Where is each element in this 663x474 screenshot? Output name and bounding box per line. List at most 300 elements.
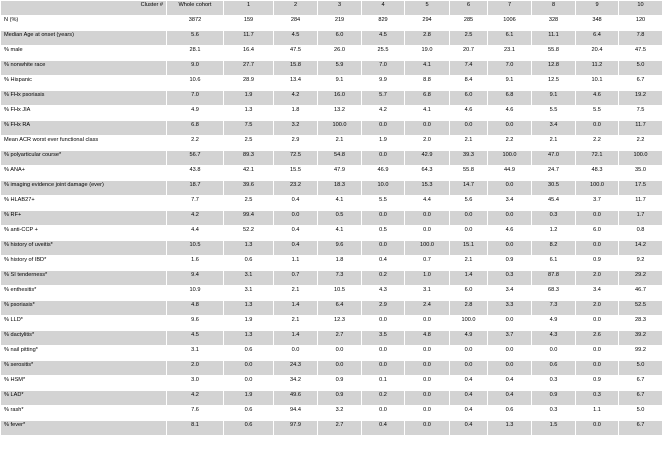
table-cell: 0.0 — [488, 346, 532, 361]
table-cell: 0.3 — [488, 271, 532, 286]
table-cell: 1006 — [488, 16, 532, 31]
table-cell: 6.7 — [619, 76, 663, 91]
table-cell: 35.0 — [619, 166, 663, 181]
table-cell: 159 — [224, 16, 274, 31]
table-cell: 4.9 — [167, 106, 224, 121]
table-cell: 15.5 — [274, 166, 318, 181]
table-cell: 49.6 — [274, 391, 318, 406]
table-cell: 0.3 — [532, 211, 576, 226]
table-cell: 26.0 — [318, 46, 362, 61]
table-cell: 6.7 — [619, 391, 663, 406]
table-cell: 4.3 — [362, 286, 405, 301]
table-cell: 52.2 — [224, 226, 274, 241]
row-label: % FHx JIA — [1, 106, 167, 121]
table-row — [1, 376, 663, 391]
table-cell: 42.1 — [224, 166, 274, 181]
table-cell: 4.5 — [167, 331, 224, 346]
table-cell: 120 — [619, 16, 663, 31]
table-cell: 100.0 — [576, 181, 619, 196]
table-cell: 0.0 — [450, 361, 488, 376]
table-row — [1, 91, 663, 106]
table-cell: 7.8 — [619, 31, 663, 46]
table-cell: 2.1 — [450, 136, 488, 151]
table-cell: 0.0 — [362, 406, 405, 421]
table-row — [1, 406, 663, 421]
table-cell: 8.4 — [450, 76, 488, 91]
table-cell: 5.9 — [318, 61, 362, 76]
table-cell: 0.0 — [488, 181, 532, 196]
table-cell: 10.0 — [362, 181, 405, 196]
table-cell: 1.3 — [488, 421, 532, 436]
table-cell: 4.6 — [450, 106, 488, 121]
table-cell: 0.6 — [224, 256, 274, 271]
row-label: % nail pitting* — [1, 346, 167, 361]
table-cell: 0.0 — [576, 211, 619, 226]
table-cell: 0.0 — [362, 346, 405, 361]
table-cell: 2.9 — [274, 136, 318, 151]
table-cell: 47.0 — [532, 151, 576, 166]
table-cell: 100.0 — [318, 121, 362, 136]
table-cell: 1.9 — [224, 316, 274, 331]
table-cell: 0.9 — [576, 376, 619, 391]
row-label: % nonwhite race — [1, 61, 167, 76]
table-cell: 0.0 — [576, 346, 619, 361]
table-cell: 18.3 — [318, 181, 362, 196]
table-cell: 0.5 — [318, 211, 362, 226]
table-cell: 6.0 — [450, 91, 488, 106]
table-cell: 0.0 — [488, 241, 532, 256]
table-cell: 1.2 — [532, 226, 576, 241]
table-cell: 8.8 — [405, 76, 450, 91]
table-row — [1, 61, 663, 76]
table-cell: 5.0 — [619, 61, 663, 76]
table-cell: 2.7 — [318, 331, 362, 346]
table-cell: 100.0 — [405, 241, 450, 256]
table-cell: 6.0 — [576, 226, 619, 241]
table-cell: 10.9 — [167, 286, 224, 301]
table-cell: 12.5 — [532, 76, 576, 91]
table-cell: 1.7 — [619, 211, 663, 226]
table-cell: 0.3 — [532, 376, 576, 391]
row-label: % RF+ — [1, 211, 167, 226]
table-cell: 55.8 — [450, 166, 488, 181]
table-row — [1, 316, 663, 331]
table-cell: 4.2 — [274, 91, 318, 106]
table-cell: 2.0 — [576, 271, 619, 286]
table-cell: 5.7 — [362, 91, 405, 106]
table-cell: 17.5 — [619, 181, 663, 196]
table-cell: 0.4 — [450, 376, 488, 391]
row-label: % LLD* — [1, 316, 167, 331]
table-cell: 285 — [450, 16, 488, 31]
table-cell: 3.1 — [405, 286, 450, 301]
table-cell: 5.5 — [576, 106, 619, 121]
table-cell: 0.0 — [488, 316, 532, 331]
table-cell: 12.8 — [532, 61, 576, 76]
table-cell: 6.1 — [532, 256, 576, 271]
table-cell: 5.6 — [167, 31, 224, 46]
table-cell: 4.2 — [362, 106, 405, 121]
table-cell: 99.2 — [619, 346, 663, 361]
table-cell: 64.3 — [405, 166, 450, 181]
table-cell: 4.6 — [488, 226, 532, 241]
table-cell: 4.9 — [532, 316, 576, 331]
column-header: Whole cohort — [167, 1, 224, 16]
table-cell: 0.0 — [576, 121, 619, 136]
table-cell: 100.0 — [488, 151, 532, 166]
table-cell: 1.3 — [224, 241, 274, 256]
table-cell: 0.9 — [532, 391, 576, 406]
row-label: % HSM* — [1, 376, 167, 391]
table-cell: 45.4 — [532, 196, 576, 211]
column-header: 4 — [362, 1, 405, 16]
row-label: % imaging evidence joint damage (ever) — [1, 181, 167, 196]
column-header: 1 — [224, 1, 274, 16]
table-cell: 2.1 — [532, 136, 576, 151]
table-cell: 284 — [274, 16, 318, 31]
table-cell: 2.2 — [576, 136, 619, 151]
table-cell: 6.0 — [318, 31, 362, 46]
row-label: % rash* — [1, 406, 167, 421]
table-cell: 2.4 — [405, 301, 450, 316]
table-cell: 28.1 — [167, 46, 224, 61]
table-cell: 4.8 — [167, 301, 224, 316]
column-header: 8 — [532, 1, 576, 16]
table-cell: 3.1 — [224, 271, 274, 286]
table-cell: 7.0 — [167, 91, 224, 106]
table-row — [1, 31, 663, 46]
table-cell: 4.5 — [362, 31, 405, 46]
table-cell: 3.4 — [488, 196, 532, 211]
table-cell: 2.5 — [224, 196, 274, 211]
table-cell: 0.0 — [318, 361, 362, 376]
table-row — [1, 181, 663, 196]
table-row — [1, 361, 663, 376]
table-cell: 4.6 — [576, 91, 619, 106]
table-cell: 4.1 — [405, 61, 450, 76]
table-cell: 0.0 — [318, 346, 362, 361]
table-cell: 8.1 — [167, 421, 224, 436]
table-cell: 0.0 — [405, 421, 450, 436]
table-cell: 4.4 — [405, 196, 450, 211]
table-cell: 97.9 — [274, 421, 318, 436]
table-cell: 0.8 — [619, 226, 663, 241]
row-label: % psoriasis* — [1, 301, 167, 316]
table-row — [1, 421, 663, 436]
row-label: % anti-CCP + — [1, 226, 167, 241]
table-cell: 11.2 — [576, 61, 619, 76]
table-cell: 294 — [405, 16, 450, 31]
row-label: N (%) — [1, 16, 167, 31]
table-cell: 1.4 — [274, 331, 318, 346]
table-cell: 5.6 — [450, 196, 488, 211]
table-cell: 9.2 — [619, 256, 663, 271]
table-cell: 10.5 — [167, 241, 224, 256]
table-row — [1, 106, 663, 121]
table-cell: 99.4 — [224, 211, 274, 226]
table-cell: 1.5 — [532, 421, 576, 436]
table-cell: 52.5 — [619, 301, 663, 316]
table-cell: 1.4 — [274, 301, 318, 316]
table-cell: 2.5 — [450, 31, 488, 46]
table-cell: 5.5 — [362, 196, 405, 211]
table-cell: 1.9 — [224, 91, 274, 106]
table-cell: 9.6 — [167, 316, 224, 331]
table-cell: 1.1 — [274, 256, 318, 271]
table-cell: 9.9 — [362, 76, 405, 91]
table-cell: 0.4 — [274, 241, 318, 256]
table-cell: 46.9 — [362, 166, 405, 181]
column-header: 7 — [488, 1, 532, 16]
table-cell: 7.3 — [532, 301, 576, 316]
table-cell: 4.1 — [405, 106, 450, 121]
table-cell: 47.5 — [619, 46, 663, 61]
table-cell: 19.2 — [619, 91, 663, 106]
table-cell: 1.9 — [362, 136, 405, 151]
table-cell: 1.3 — [224, 331, 274, 346]
table-cell: 2.1 — [274, 286, 318, 301]
table-cell: 0.7 — [405, 256, 450, 271]
table-cell: 0.4 — [488, 391, 532, 406]
table-cell: 0.4 — [450, 421, 488, 436]
table-cell: 0.0 — [405, 226, 450, 241]
table-cell: 2.6 — [576, 331, 619, 346]
table-row — [1, 121, 663, 136]
table-row — [1, 226, 663, 241]
table-cell: 20.7 — [450, 46, 488, 61]
table-cell: 2.2 — [619, 136, 663, 151]
table-cell: 5.0 — [619, 361, 663, 376]
table-cell: 0.4 — [450, 406, 488, 421]
table-cell: 29.2 — [619, 271, 663, 286]
table-cell: 4.1 — [318, 196, 362, 211]
table-cell: 0.3 — [576, 391, 619, 406]
table-cell: 39.6 — [224, 181, 274, 196]
table-cell: 10.1 — [576, 76, 619, 91]
table-cell: 2.2 — [488, 136, 532, 151]
table-cell: 2.5 — [224, 136, 274, 151]
column-header: 5 — [405, 1, 450, 16]
table-cell: 0.0 — [576, 241, 619, 256]
table-row — [1, 301, 663, 316]
table-cell: 0.9 — [488, 256, 532, 271]
table-cell: 2.7 — [318, 421, 362, 436]
table-cell: 3.4 — [532, 121, 576, 136]
table-cell: 1.0 — [405, 271, 450, 286]
table-cell: 19.0 — [405, 46, 450, 61]
table-cell: 3.1 — [224, 286, 274, 301]
table-cell: 6.7 — [619, 376, 663, 391]
table-cell: 14.2 — [619, 241, 663, 256]
table-cell: 0.0 — [362, 121, 405, 136]
table-cell: 54.8 — [318, 151, 362, 166]
column-header: 6 — [450, 1, 488, 16]
table-cell: 3.1 — [167, 346, 224, 361]
table-cell: 72.1 — [576, 151, 619, 166]
table-cell: 2.8 — [450, 301, 488, 316]
table-cell: 2.0 — [576, 301, 619, 316]
table-cell: 9.0 — [167, 61, 224, 76]
table-cell: 0.0 — [362, 316, 405, 331]
table-row — [1, 286, 663, 301]
table-cell: 15.8 — [274, 61, 318, 76]
table-cell: 9.1 — [318, 76, 362, 91]
table-cell: 0.0 — [274, 211, 318, 226]
table-row — [1, 76, 663, 91]
table-cell: 6.4 — [318, 301, 362, 316]
table-cell: 0.0 — [405, 361, 450, 376]
table-cell: 7.7 — [167, 196, 224, 211]
table-cell: 42.9 — [405, 151, 450, 166]
table-cell: 1.9 — [224, 391, 274, 406]
table-cell: 56.7 — [167, 151, 224, 166]
table-cell: 0.7 — [274, 271, 318, 286]
table-cell: 94.4 — [274, 406, 318, 421]
row-label: % ANA+ — [1, 166, 167, 181]
table-cell: 0.0 — [532, 346, 576, 361]
table-cell: 0.2 — [362, 391, 405, 406]
table-header-row — [1, 1, 663, 16]
table-cell: 2.0 — [167, 361, 224, 376]
table-row — [1, 256, 663, 271]
table-cell: 7.3 — [318, 271, 362, 286]
table-cell: 0.6 — [224, 421, 274, 436]
table-cell: 3.0 — [167, 376, 224, 391]
table-cell: 219 — [318, 16, 362, 31]
table-cell: 87.8 — [532, 271, 576, 286]
table-cell: 0.0 — [362, 211, 405, 226]
table-row — [1, 196, 663, 211]
row-label: % enthesitis* — [1, 286, 167, 301]
table-cell: 0.0 — [362, 361, 405, 376]
row-label: Median Age at onset (years) — [1, 31, 167, 46]
table-cell: 0.0 — [450, 211, 488, 226]
row-label: % SI tenderness* — [1, 271, 167, 286]
row-label: % fever* — [1, 421, 167, 436]
table-cell: 0.2 — [362, 271, 405, 286]
table-cell: 2.1 — [450, 256, 488, 271]
table-cell: 4.3 — [532, 331, 576, 346]
table-cell: 3.2 — [274, 121, 318, 136]
row-label: % FHx psoriasis — [1, 91, 167, 106]
table-cell: 6.4 — [576, 31, 619, 46]
table-cell: 46.7 — [619, 286, 663, 301]
table-cell: 23.1 — [488, 46, 532, 61]
table-cell: 0.0 — [576, 421, 619, 436]
table-cell: 11.1 — [532, 31, 576, 46]
table-row — [1, 241, 663, 256]
table-cell: 0.0 — [450, 346, 488, 361]
table-row — [1, 151, 663, 166]
row-label: % male — [1, 46, 167, 61]
table-cell: 0.4 — [450, 391, 488, 406]
column-header: 9 — [576, 1, 619, 16]
table-cell: 72.5 — [274, 151, 318, 166]
table-row — [1, 136, 663, 151]
table-cell: 4.2 — [167, 391, 224, 406]
table-cell: 3.4 — [576, 286, 619, 301]
table-cell: 0.4 — [488, 376, 532, 391]
table-cell: 4.5 — [274, 31, 318, 46]
table-cell: 0.0 — [488, 361, 532, 376]
table-cell: 2.1 — [318, 136, 362, 151]
table-cell: 0.0 — [488, 211, 532, 226]
table-cell: 0.6 — [488, 406, 532, 421]
table-cell: 2.9 — [362, 301, 405, 316]
table-cell: 0.6 — [532, 361, 576, 376]
table-cell: 0.3 — [532, 406, 576, 421]
table-cell: 100.0 — [450, 316, 488, 331]
table-cell: 7.0 — [488, 61, 532, 76]
table-cell: 348 — [576, 16, 619, 31]
table-cell: 16.0 — [318, 91, 362, 106]
table-cell: 0.1 — [362, 376, 405, 391]
table-cell: 4.2 — [167, 211, 224, 226]
table-cell: 28.3 — [619, 316, 663, 331]
table-cell: 6.8 — [488, 91, 532, 106]
table-cell: 0.0 — [224, 376, 274, 391]
row-label: Mean ACR worst ever functional class — [1, 136, 167, 151]
table-cell: 0.0 — [405, 376, 450, 391]
table-cell: 11.7 — [619, 196, 663, 211]
row-label: % Hispanic — [1, 76, 167, 91]
table-cell: 1.8 — [318, 256, 362, 271]
table-cell: 3.2 — [318, 406, 362, 421]
row-label: % LAD* — [1, 391, 167, 406]
table-cell: 0.0 — [405, 391, 450, 406]
table-cell: 9.1 — [488, 76, 532, 91]
table-cell: 2.2 — [167, 136, 224, 151]
table-row — [1, 46, 663, 61]
table-cell: 0.9 — [318, 391, 362, 406]
table-cell: 0.0 — [405, 346, 450, 361]
table-cell: 7.0 — [362, 61, 405, 76]
table-cell: 30.5 — [532, 181, 576, 196]
table-cell: 0.0 — [405, 316, 450, 331]
table-cell: 0.4 — [274, 226, 318, 241]
table-cell: 0.6 — [224, 346, 274, 361]
table-row — [1, 346, 663, 361]
table-cell: 0.0 — [362, 151, 405, 166]
table-cell: 1.3 — [224, 301, 274, 316]
table-cell: 0.6 — [224, 406, 274, 421]
table-cell: 0.0 — [488, 121, 532, 136]
table-cell: 1.8 — [274, 106, 318, 121]
table-cell: 5.5 — [532, 106, 576, 121]
table-cell: 3.5 — [362, 331, 405, 346]
table-row — [1, 331, 663, 346]
table-cell: 7.5 — [224, 121, 274, 136]
table-cell: 18.7 — [167, 181, 224, 196]
table-cell: 39.2 — [619, 331, 663, 346]
table-cell: 13.4 — [274, 76, 318, 91]
table-cell: 0.9 — [576, 256, 619, 271]
header-cluster-label: Cluster # — [1, 1, 167, 16]
table-cell: 24.7 — [532, 166, 576, 181]
table-row — [1, 166, 663, 181]
table-cell: 23.2 — [274, 181, 318, 196]
table-cell: 48.3 — [576, 166, 619, 181]
table-cell: 4.4 — [167, 226, 224, 241]
table-cell: 0.0 — [362, 241, 405, 256]
table-cell: 0.0 — [405, 121, 450, 136]
table-cell: 44.9 — [488, 166, 532, 181]
table-cell: 6.8 — [405, 91, 450, 106]
table-cell: 20.4 — [576, 46, 619, 61]
table-row — [1, 211, 663, 226]
table-cell: 28.9 — [224, 76, 274, 91]
table-row — [1, 271, 663, 286]
